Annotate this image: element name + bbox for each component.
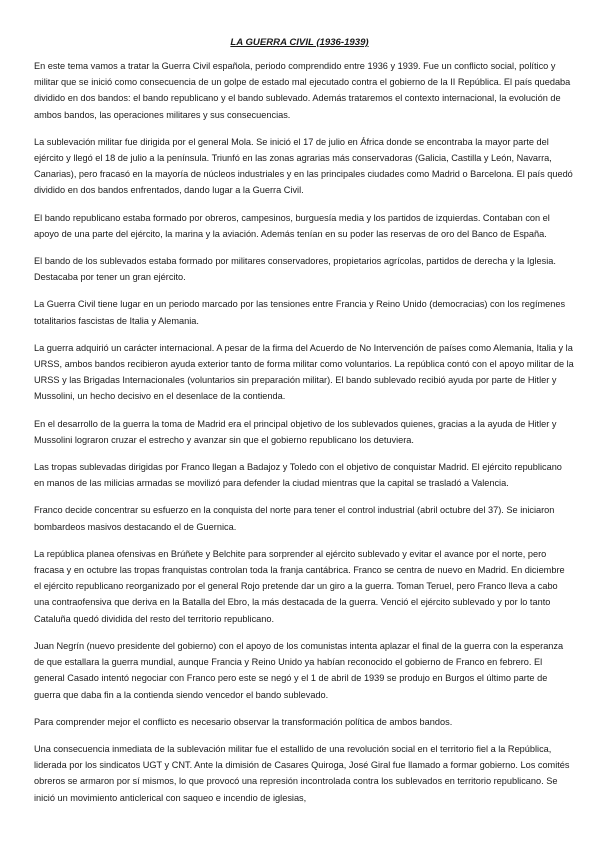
paragraph-negrin: Juan Negrín (nuevo presidente del gobierno) con el apoyo de los comunistas intenta aplazar el final de la guerra con la esperanza de que estallara la guerra mundial, aunque Francia y Reino Unido ya habían reconocido el gobierno de Franco en febrero. El general Casado intentó negociar con Franco pero este se negó y el 1 de abril de 1939 se produjo en Burgos el último parte de guerra que daba fin a la contienda siendo vencedor el bando sublevado. <box>34 640 564 700</box>
paragraph-intro: En este tema vamos a tratar la Guerra Civil española, periodo comprendido entre 1936 y 1939. Fue un conflicto social, político y militar que se inició como consecuencia de un golpe de estado mal ejecutado contra el gobierno de la II República. El país quedaba dividido en dos bandos: el bando republicano y el bando sublevado. Además trataremos el contexto internacional, la evolución de ambos bandos, las operaciones militares y sus consecuencias. <box>34 61 571 120</box>
paragraph-sublevacion: La sublevación militar fue dirigida por el general Mola. Se inició el 17 de julio en África donde se encontraba la mayor parte del ejército y llegó el 18 de julio a la península. Triunfó en las zonas agrarias más conservadoras (Galicia, Castilla y León, Navarra, Canarias), pero fracasó en la mayoría de núcleos industriales y en las principales ciudades como Madrid o Barcelona. El país quedó dividido en dos bandos enfrentados, dando lugar a la Guerra Civil. <box>34 136 573 196</box>
document-title: LA GUERRA CIVIL (1936-1939) <box>230 37 369 48</box>
paragraph-revolucion-social: Una consecuencia inmediata de la sublevación militar fue el estallido de una revolución social en el territorio fiel a la República, liderada por los sindicatos UGT y CNT. Ante la dimisión de Casares Quiroga, José Giral fue llamado a formar gobierno. Los comités obreros se armaron por sí mismos, lo que provocó una represión incontrolada contra los sublevados en territorio republicano. Se inició un movimiento anticlerical con saqueo e incendio de iglesias, <box>34 743 570 803</box>
document-body <box>34 58 574 817</box>
paragraph-bando-republicano: El bando republicano estaba formado por obreros, campesinos, burguesía media y los partidos de izquierdas. Contaban con el apoyo de una parte del ejército, la marina y la aviación. Además tenían en su poder las reservas de oro del Banco de España. <box>34 212 550 239</box>
paragraph-ofensivas: La república planea ofensivas en Brúñete y Belchite para sorprender al ejército sublevado y evitar el avance por el norte, pero fracasa y en octubre las tropas franquistas controlan toda la franja cantábrica. Franco se centra de nuevo en Madrid. En diciembre el ejército republicano reorganizado por el general Rojo pretende dar un giro a la guerra. Toman Teruel, pero Franco lleva a cabo una contraofensiva que deriva en la Batalla del Ebro, la más destacada de la guerra. Venció el ejército sublevado y por lo tanto Cataluña quedó dividida del resto del territorio republicano. <box>34 548 565 624</box>
paragraph-contexto-internacional: La Guerra Civil tiene lugar en un periodo marcado por las tensiones entre Francia y Reino Unido (democracias) con los regímenes totalitarios fascistas de Italia y Alemania. <box>34 299 566 326</box>
paragraph-conquista-norte: Franco decide concentrar su esfuerzo en la conquista del norte para tener el control industrial (abril octubre del 37). Se iniciaron bombardeos masivos destacando el de Guernica. <box>34 505 555 532</box>
paragraph-toma-madrid: En el desarrollo de la guerra la toma de Madrid era el principal objetivo de los sublevados quienes, gracias a la ayuda de Hitler y Mussolini lograron cruzar el estrecho y avanzar sin que el gobierno republicano los detuviera. <box>34 418 557 445</box>
paragraph-caracter-internacional: La guerra adquirió un carácter internacional. A pesar de la firma del Acuerdo de No Intervención de países como Alemania, Italia y la URSS, ambos bandos recibieron ayuda exterior tanto de forma militar como voluntarios. La república contó con el apoyo militar de la URSS y las Brigadas Internacionales (voluntarios sin preparación militar). El bando sublevado recibió ayuda por parte de Hitler y Mussolini, un hecho decisivo en el desenlace de la contienda. <box>34 342 574 402</box>
paragraph-badajoz-toledo: Las tropas sublevadas dirigidas por Franco llegan a Badajoz y Toledo con el objetivo de conquistar Madrid. El ejército republicano en manos de las milicias armadas se movilizó para defender la ciudad mientras que la capital se trasladó a Valencia. <box>34 462 562 489</box>
paragraph-bando-sublevado: El bando de los sublevados estaba formado por militares conservadores, propietarios agrícolas, partidos de derecha y la Iglesia. Destacaba por tener un gran ejército. <box>34 256 556 283</box>
paragraph-transformacion: Para comprender mejor el conflicto es necesario observar la transformación política de ambos bandos. <box>34 716 453 727</box>
